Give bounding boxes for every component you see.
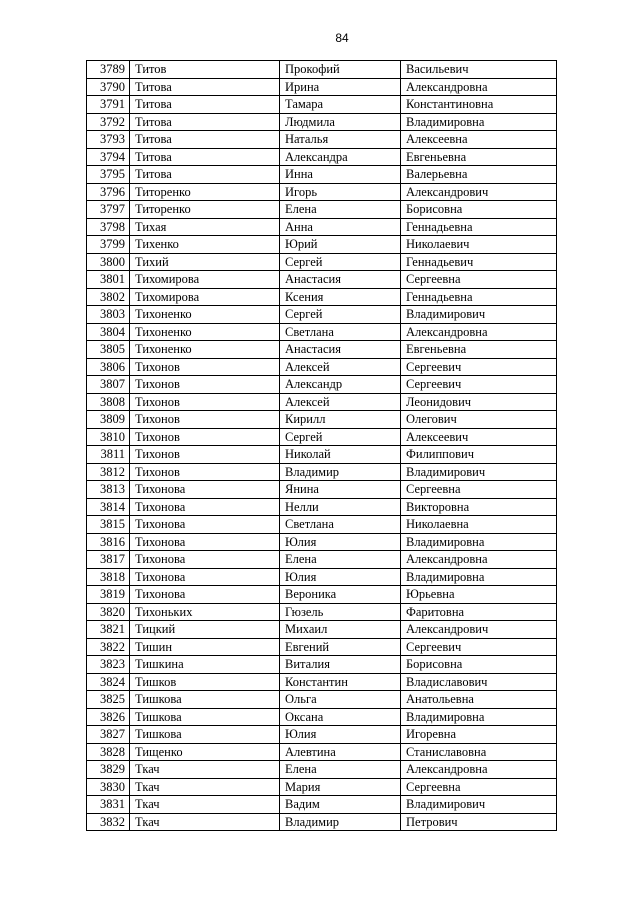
patronymic-cell: Владимировна bbox=[401, 113, 557, 131]
last-name-cell: Тихоненко bbox=[130, 306, 280, 324]
table-row bbox=[87, 341, 557, 359]
table-row bbox=[87, 708, 557, 726]
last-name-cell: Титова bbox=[130, 113, 280, 131]
row-number-cell: 3809 bbox=[87, 411, 130, 429]
row-number-cell: 3789 bbox=[87, 61, 130, 79]
first-name-cell: Николай bbox=[280, 446, 401, 464]
first-name-cell: Инна bbox=[280, 166, 401, 184]
last-name-cell: Тищенко bbox=[130, 743, 280, 761]
row-number-cell: 3797 bbox=[87, 201, 130, 219]
row-number-cell: 3803 bbox=[87, 306, 130, 324]
table-row bbox=[87, 61, 557, 79]
last-name-cell: Тихий bbox=[130, 253, 280, 271]
row-number-cell: 3819 bbox=[87, 586, 130, 604]
table-row bbox=[87, 183, 557, 201]
table-row bbox=[87, 533, 557, 551]
last-name-cell: Тихонова bbox=[130, 551, 280, 569]
patronymic-cell: Сергеевна bbox=[401, 271, 557, 289]
patronymic-cell: Владимирович bbox=[401, 796, 557, 814]
table-row bbox=[87, 271, 557, 289]
first-name-cell: Виталия bbox=[280, 656, 401, 674]
row-number-cell: 3817 bbox=[87, 551, 130, 569]
row-number-cell: 3815 bbox=[87, 516, 130, 534]
patronymic-cell: Сергеевна bbox=[401, 778, 557, 796]
patronymic-cell: Александровна bbox=[401, 78, 557, 96]
last-name-cell: Тишкова bbox=[130, 726, 280, 744]
last-name-cell: Тишков bbox=[130, 673, 280, 691]
first-name-cell: Юлия bbox=[280, 533, 401, 551]
first-name-cell: Кирилл bbox=[280, 411, 401, 429]
table-row bbox=[87, 288, 557, 306]
last-name-cell: Тишкова bbox=[130, 691, 280, 709]
first-name-cell: Ольга bbox=[280, 691, 401, 709]
table-row bbox=[87, 516, 557, 534]
row-number-cell: 3818 bbox=[87, 568, 130, 586]
table-row bbox=[87, 253, 557, 271]
table-row bbox=[87, 148, 557, 166]
last-name-cell: Тихонова bbox=[130, 568, 280, 586]
first-name-cell: Сергей bbox=[280, 428, 401, 446]
row-number-cell: 3808 bbox=[87, 393, 130, 411]
name-list-table bbox=[86, 60, 557, 831]
table-row bbox=[87, 586, 557, 604]
patronymic-cell: Васильевич bbox=[401, 61, 557, 79]
first-name-cell: Елена bbox=[280, 551, 401, 569]
patronymic-cell: Алексеевич bbox=[401, 428, 557, 446]
row-number-cell: 3820 bbox=[87, 603, 130, 621]
patronymic-cell: Валерьевна bbox=[401, 166, 557, 184]
row-number-cell: 3796 bbox=[87, 183, 130, 201]
table-row bbox=[87, 201, 557, 219]
last-name-cell: Тихонов bbox=[130, 376, 280, 394]
patronymic-cell: Владимирович bbox=[401, 306, 557, 324]
table-row bbox=[87, 428, 557, 446]
table-row bbox=[87, 446, 557, 464]
table-row bbox=[87, 96, 557, 114]
table-row bbox=[87, 778, 557, 796]
patronymic-cell: Викторовна bbox=[401, 498, 557, 516]
table-row bbox=[87, 218, 557, 236]
first-name-cell: Наталья bbox=[280, 131, 401, 149]
last-name-cell: Тихомирова bbox=[130, 288, 280, 306]
table-row bbox=[87, 323, 557, 341]
first-name-cell: Мария bbox=[280, 778, 401, 796]
row-number-cell: 3802 bbox=[87, 288, 130, 306]
last-name-cell: Тихонов bbox=[130, 411, 280, 429]
table-row bbox=[87, 481, 557, 499]
patronymic-cell: Фаритовна bbox=[401, 603, 557, 621]
row-number-cell: 3821 bbox=[87, 621, 130, 639]
row-number-cell: 3814 bbox=[87, 498, 130, 516]
row-number-cell: 3827 bbox=[87, 726, 130, 744]
table-row bbox=[87, 131, 557, 149]
last-name-cell: Ткач bbox=[130, 778, 280, 796]
table-row bbox=[87, 113, 557, 131]
patronymic-cell: Сергеевич bbox=[401, 638, 557, 656]
last-name-cell: Тихенко bbox=[130, 236, 280, 254]
first-name-cell: Нелли bbox=[280, 498, 401, 516]
row-number-cell: 3811 bbox=[87, 446, 130, 464]
row-number-cell: 3795 bbox=[87, 166, 130, 184]
last-name-cell: Титоренко bbox=[130, 201, 280, 219]
page-number: 84 bbox=[335, 31, 349, 45]
row-number-cell: 3832 bbox=[87, 813, 130, 831]
row-number-cell: 3828 bbox=[87, 743, 130, 761]
first-name-cell: Гюзель bbox=[280, 603, 401, 621]
patronymic-cell: Владимирович bbox=[401, 463, 557, 481]
patronymic-cell: Сергеевич bbox=[401, 376, 557, 394]
patronymic-cell: Олегович bbox=[401, 411, 557, 429]
table-row bbox=[87, 761, 557, 779]
last-name-cell: Ткач bbox=[130, 813, 280, 831]
first-name-cell: Анастасия bbox=[280, 341, 401, 359]
last-name-cell: Титова bbox=[130, 78, 280, 96]
patronymic-cell: Борисовна bbox=[401, 656, 557, 674]
patronymic-cell: Алексеевна bbox=[401, 131, 557, 149]
last-name-cell: Тихоненко bbox=[130, 341, 280, 359]
first-name-cell: Ирина bbox=[280, 78, 401, 96]
table-row bbox=[87, 411, 557, 429]
first-name-cell: Алевтина bbox=[280, 743, 401, 761]
row-number-cell: 3800 bbox=[87, 253, 130, 271]
table-row bbox=[87, 166, 557, 184]
row-number-cell: 3806 bbox=[87, 358, 130, 376]
table-row bbox=[87, 236, 557, 254]
table-row bbox=[87, 638, 557, 656]
row-number-cell: 3798 bbox=[87, 218, 130, 236]
first-name-cell: Светлана bbox=[280, 516, 401, 534]
first-name-cell: Юрий bbox=[280, 236, 401, 254]
first-name-cell: Михаил bbox=[280, 621, 401, 639]
table-row bbox=[87, 376, 557, 394]
last-name-cell: Титов bbox=[130, 61, 280, 79]
last-name-cell: Титова bbox=[130, 96, 280, 114]
patronymic-cell: Владиславович bbox=[401, 673, 557, 691]
row-number-cell: 3822 bbox=[87, 638, 130, 656]
table-row bbox=[87, 568, 557, 586]
last-name-cell: Тихонов bbox=[130, 463, 280, 481]
first-name-cell: Сергей bbox=[280, 306, 401, 324]
table-row bbox=[87, 621, 557, 639]
row-number-cell: 3792 bbox=[87, 113, 130, 131]
patronymic-cell: Петрович bbox=[401, 813, 557, 831]
row-number-cell: 3801 bbox=[87, 271, 130, 289]
row-number-cell: 3813 bbox=[87, 481, 130, 499]
row-number-cell: 3804 bbox=[87, 323, 130, 341]
first-name-cell: Юлия bbox=[280, 726, 401, 744]
last-name-cell: Титова bbox=[130, 166, 280, 184]
first-name-cell: Янина bbox=[280, 481, 401, 499]
row-number-cell: 3790 bbox=[87, 78, 130, 96]
table-row bbox=[87, 673, 557, 691]
last-name-cell: Ткач bbox=[130, 796, 280, 814]
last-name-cell: Ткач bbox=[130, 761, 280, 779]
table-row bbox=[87, 726, 557, 744]
first-name-cell: Юлия bbox=[280, 568, 401, 586]
patronymic-cell: Станиславовна bbox=[401, 743, 557, 761]
first-name-cell: Светлана bbox=[280, 323, 401, 341]
table-row bbox=[87, 691, 557, 709]
patronymic-cell: Сергеевич bbox=[401, 358, 557, 376]
last-name-cell: Тихонов bbox=[130, 393, 280, 411]
first-name-cell: Константин bbox=[280, 673, 401, 691]
first-name-cell: Елена bbox=[280, 201, 401, 219]
first-name-cell: Вероника bbox=[280, 586, 401, 604]
patronymic-cell: Геннадьевна bbox=[401, 218, 557, 236]
row-number-cell: 3794 bbox=[87, 148, 130, 166]
row-number-cell: 3829 bbox=[87, 761, 130, 779]
first-name-cell: Сергей bbox=[280, 253, 401, 271]
last-name-cell: Тихая bbox=[130, 218, 280, 236]
patronymic-cell: Игоревна bbox=[401, 726, 557, 744]
first-name-cell: Алексей bbox=[280, 358, 401, 376]
row-number-cell: 3830 bbox=[87, 778, 130, 796]
last-name-cell: Тишин bbox=[130, 638, 280, 656]
patronymic-cell: Геннадьевич bbox=[401, 253, 557, 271]
patronymic-cell: Анатольевна bbox=[401, 691, 557, 709]
patronymic-cell: Владимировна bbox=[401, 708, 557, 726]
name-list-body bbox=[87, 61, 557, 831]
first-name-cell: Анастасия bbox=[280, 271, 401, 289]
last-name-cell: Титоренко bbox=[130, 183, 280, 201]
table-row bbox=[87, 551, 557, 569]
row-number-cell: 3823 bbox=[87, 656, 130, 674]
patronymic-cell: Александрович bbox=[401, 621, 557, 639]
first-name-cell: Евгений bbox=[280, 638, 401, 656]
first-name-cell: Анна bbox=[280, 218, 401, 236]
table-row bbox=[87, 78, 557, 96]
last-name-cell: Тихонова bbox=[130, 586, 280, 604]
row-number-cell: 3816 bbox=[87, 533, 130, 551]
last-name-cell: Тицкий bbox=[130, 621, 280, 639]
patronymic-cell: Александровна bbox=[401, 761, 557, 779]
row-number-cell: 3810 bbox=[87, 428, 130, 446]
patronymic-cell: Александрович bbox=[401, 183, 557, 201]
patronymic-cell: Владимировна bbox=[401, 533, 557, 551]
patronymic-cell: Александровна bbox=[401, 551, 557, 569]
patronymic-cell: Александровна bbox=[401, 323, 557, 341]
patronymic-cell: Константиновна bbox=[401, 96, 557, 114]
first-name-cell: Алексей bbox=[280, 393, 401, 411]
last-name-cell: Тихонова bbox=[130, 481, 280, 499]
first-name-cell: Владимир bbox=[280, 813, 401, 831]
last-name-cell: Тихонов bbox=[130, 428, 280, 446]
last-name-cell: Тихомирова bbox=[130, 271, 280, 289]
table-row bbox=[87, 358, 557, 376]
first-name-cell: Владимир bbox=[280, 463, 401, 481]
patronymic-cell: Борисовна bbox=[401, 201, 557, 219]
row-number-cell: 3807 bbox=[87, 376, 130, 394]
table-row bbox=[87, 743, 557, 761]
table-row bbox=[87, 306, 557, 324]
last-name-cell: Тихонова bbox=[130, 516, 280, 534]
last-name-cell: Тихонов bbox=[130, 446, 280, 464]
first-name-cell: Александр bbox=[280, 376, 401, 394]
table-row bbox=[87, 796, 557, 814]
first-name-cell: Ксения bbox=[280, 288, 401, 306]
last-name-cell: Тихонова bbox=[130, 498, 280, 516]
patronymic-cell: Николаевич bbox=[401, 236, 557, 254]
last-name-cell: Титова bbox=[130, 131, 280, 149]
patronymic-cell: Евгеньевна bbox=[401, 341, 557, 359]
row-number-cell: 3824 bbox=[87, 673, 130, 691]
first-name-cell: Оксана bbox=[280, 708, 401, 726]
last-name-cell: Тихонова bbox=[130, 533, 280, 551]
last-name-cell: Тихоньких bbox=[130, 603, 280, 621]
last-name-cell: Тишкова bbox=[130, 708, 280, 726]
row-number-cell: 3793 bbox=[87, 131, 130, 149]
patronymic-cell: Филиппович bbox=[401, 446, 557, 464]
table-row bbox=[87, 656, 557, 674]
table-row bbox=[87, 813, 557, 831]
patronymic-cell: Юрьевна bbox=[401, 586, 557, 604]
last-name-cell: Тишкина bbox=[130, 656, 280, 674]
table-row bbox=[87, 498, 557, 516]
first-name-cell: Людмила bbox=[280, 113, 401, 131]
patronymic-cell: Сергеевна bbox=[401, 481, 557, 499]
row-number-cell: 3825 bbox=[87, 691, 130, 709]
row-number-cell: 3831 bbox=[87, 796, 130, 814]
row-number-cell: 3791 bbox=[87, 96, 130, 114]
table-row bbox=[87, 463, 557, 481]
patronymic-cell: Владимировна bbox=[401, 568, 557, 586]
first-name-cell: Александра bbox=[280, 148, 401, 166]
first-name-cell: Вадим bbox=[280, 796, 401, 814]
row-number-cell: 3812 bbox=[87, 463, 130, 481]
first-name-cell: Елена bbox=[280, 761, 401, 779]
first-name-cell: Тамара bbox=[280, 96, 401, 114]
patronymic-cell: Леонидович bbox=[401, 393, 557, 411]
last-name-cell: Тихонов bbox=[130, 358, 280, 376]
row-number-cell: 3826 bbox=[87, 708, 130, 726]
last-name-cell: Титова bbox=[130, 148, 280, 166]
table-row bbox=[87, 393, 557, 411]
table-row bbox=[87, 603, 557, 621]
patronymic-cell: Евгеньевна bbox=[401, 148, 557, 166]
last-name-cell: Тихоненко bbox=[130, 323, 280, 341]
patronymic-cell: Геннадьевна bbox=[401, 288, 557, 306]
first-name-cell: Игорь bbox=[280, 183, 401, 201]
row-number-cell: 3805 bbox=[87, 341, 130, 359]
row-number-cell: 3799 bbox=[87, 236, 130, 254]
patronymic-cell: Николаевна bbox=[401, 516, 557, 534]
first-name-cell: Прокофий bbox=[280, 61, 401, 79]
